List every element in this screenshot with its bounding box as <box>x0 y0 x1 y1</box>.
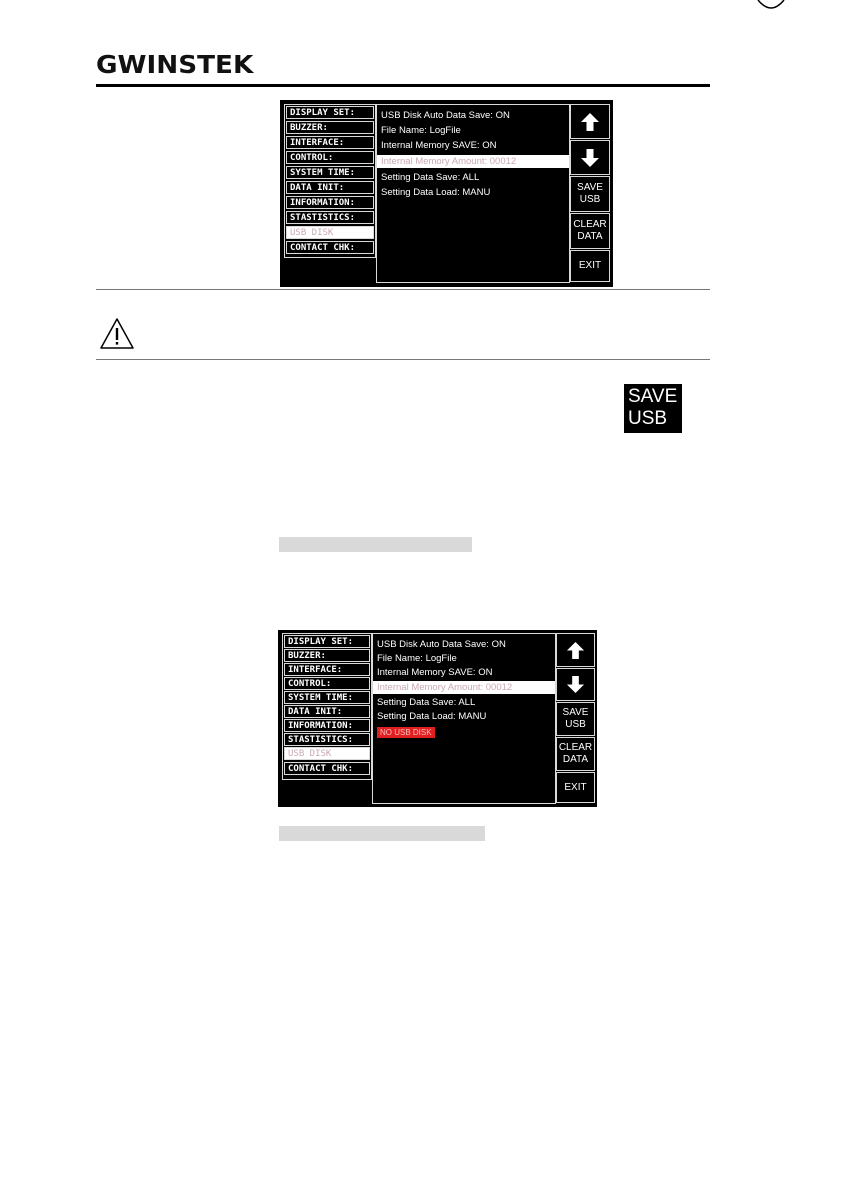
menu-item-contact-chk[interactable]: CONTACT CHK: <box>284 762 370 775</box>
menu-item-usb-disk[interactable]: USB DISK <box>284 747 370 760</box>
header-rule <box>96 84 710 87</box>
setting-internal-memory-amount[interactable]: Internal Memory Amount: 00012 <box>373 681 555 694</box>
setting-data-load[interactable]: Setting Data Load: MANU <box>377 711 487 722</box>
menu-item-data-init[interactable]: DATA INIT: <box>286 181 374 194</box>
exit-button[interactable] <box>570 250 610 282</box>
softkey-column <box>556 633 595 803</box>
down-arrow-icon <box>580 148 600 168</box>
setting-internal-memory-amount[interactable]: Internal Memory Amount: 00012 <box>377 155 569 168</box>
usb-disk-settings-panel <box>372 633 556 804</box>
caption-bar-2 <box>279 826 485 841</box>
save-usb-key-label-2: USB <box>628 408 668 429</box>
page-corner-curve <box>756 0 786 14</box>
setting-data-save[interactable]: Setting Data Save: ALL <box>377 697 476 708</box>
usb-disk-screen-top <box>280 100 613 287</box>
menu-item-buzzer[interactable]: BUZZER: <box>284 649 370 662</box>
note-top-rule <box>96 289 710 290</box>
clear-data-label-2: DATA <box>577 231 603 242</box>
clear-data-label-1: CLEAR <box>558 742 593 753</box>
system-menu <box>284 104 376 258</box>
exit-label: EXIT <box>564 781 587 793</box>
usb-disk-settings-panel <box>376 104 570 283</box>
menu-item-statistics[interactable]: STASTISTICS: <box>284 733 370 746</box>
save-usb-button[interactable] <box>556 702 595 736</box>
setting-data-save[interactable]: Setting Data Save: ALL <box>381 172 480 183</box>
note-bottom-rule <box>96 359 710 360</box>
setting-internal-memory-save[interactable]: Internal Memory SAVE: ON <box>377 667 493 678</box>
menu-item-display-set[interactable]: DISPLAY SET: <box>286 106 374 119</box>
menu-item-contact-chk[interactable]: CONTACT CHK: <box>286 241 374 254</box>
system-menu <box>282 633 372 780</box>
caption-bar-1 <box>279 537 472 552</box>
gwinstek-logo: GWINSTEK <box>96 50 254 79</box>
save-usb-label-2: USB <box>579 194 601 205</box>
clear-data-label-1: CLEAR <box>573 219 607 230</box>
up-button[interactable] <box>556 633 595 667</box>
exit-button[interactable] <box>556 772 595 803</box>
softkey-column <box>570 104 610 282</box>
up-arrow-icon <box>580 112 600 132</box>
setting-file-name[interactable]: File Name: LogFile <box>381 125 461 136</box>
save-usb-key-label <box>624 384 682 433</box>
setting-internal-memory-save[interactable]: Internal Memory SAVE: ON <box>381 140 497 151</box>
setting-data-load[interactable]: Setting Data Load: MANU <box>381 187 491 198</box>
save-usb-label-2: USB <box>565 719 586 730</box>
down-button[interactable] <box>570 140 610 175</box>
setting-auto-data-save[interactable]: USB Disk Auto Data Save: ON <box>381 110 510 121</box>
clear-data-button[interactable] <box>570 213 610 249</box>
save-usb-key-label-1: SAVE <box>628 386 678 407</box>
usb-disk-screen-bottom <box>278 630 597 807</box>
down-arrow-icon <box>566 675 585 694</box>
save-usb-button[interactable] <box>570 176 610 212</box>
setting-auto-data-save[interactable]: USB Disk Auto Data Save: ON <box>377 639 506 650</box>
menu-item-interface[interactable]: INTERFACE: <box>286 136 374 149</box>
save-usb-label-1: SAVE <box>562 707 589 718</box>
menu-item-system-time[interactable]: SYSTEM TIME: <box>286 166 374 179</box>
up-arrow-icon <box>566 641 585 660</box>
clear-data-button[interactable] <box>556 737 595 771</box>
no-usb-disk-warning: NO USB DISK <box>377 727 435 738</box>
up-button[interactable] <box>570 104 610 139</box>
clear-data-label-2: DATA <box>562 754 589 765</box>
down-button[interactable] <box>556 668 595 701</box>
menu-item-statistics[interactable]: STASTISTICS: <box>286 211 374 224</box>
menu-item-system-time[interactable]: SYSTEM TIME: <box>284 691 370 704</box>
save-usb-label-1: SAVE <box>577 182 603 193</box>
menu-item-information[interactable]: INFORMATION: <box>286 196 374 209</box>
menu-item-interface[interactable]: INTERFACE: <box>284 663 370 676</box>
caution-triangle-icon <box>99 317 135 350</box>
menu-item-control[interactable]: CONTROL: <box>286 151 374 164</box>
menu-item-information[interactable]: INFORMATION: <box>284 719 370 732</box>
menu-item-data-init[interactable]: DATA INIT: <box>284 705 370 718</box>
menu-item-control[interactable]: CONTROL: <box>284 677 370 690</box>
exit-label: EXIT <box>578 260 602 271</box>
menu-item-buzzer[interactable]: BUZZER: <box>286 121 374 134</box>
menu-item-usb-disk[interactable]: USB DISK <box>286 226 374 239</box>
menu-item-display-set[interactable]: DISPLAY SET: <box>284 635 370 648</box>
setting-file-name[interactable]: File Name: LogFile <box>377 653 457 664</box>
